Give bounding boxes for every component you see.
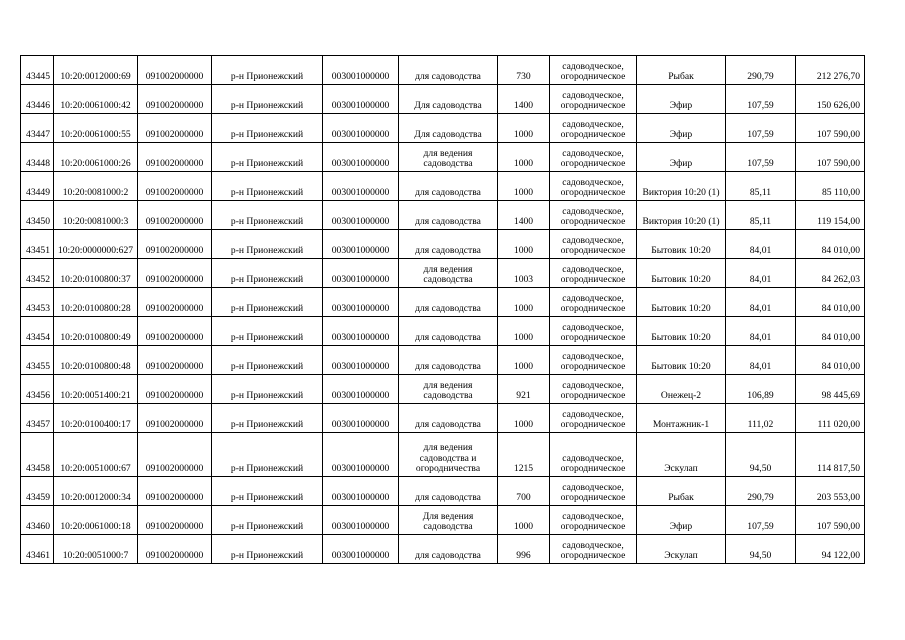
- specific-value-cell: 84,01: [726, 317, 796, 346]
- permitted-use-cell: [399, 172, 498, 201]
- use-group-cell: [550, 172, 637, 201]
- cadastral-number-cell: 10:20:0051000:7: [54, 535, 138, 564]
- area-cell: 1215: [498, 433, 550, 477]
- association-name-cell: Эфир: [637, 143, 726, 172]
- table-row: [21, 404, 865, 433]
- permitted-use-line: для садоводства: [415, 492, 481, 504]
- table-row: [21, 477, 865, 506]
- district-cell: р-н Прионежский: [212, 404, 323, 433]
- row-number-cell: 43456: [21, 375, 54, 404]
- use-group-line: садоводческое,: [562, 234, 624, 246]
- permitted-use-cell: [399, 143, 498, 172]
- category-code-cell: 003001000000: [323, 172, 399, 201]
- category-code-cell: 003001000000: [323, 535, 399, 564]
- cadastral-value-cell: 114 817,50: [796, 433, 865, 477]
- cadastral-number-cell: 10:20:0061000:42: [54, 85, 138, 114]
- permitted-use-cell: [399, 535, 498, 564]
- district-cell: р-н Прионежский: [212, 230, 323, 259]
- category-code-cell: 003001000000: [323, 259, 399, 288]
- district-cell: р-н Прионежский: [212, 85, 323, 114]
- row-number-cell: 43453: [21, 288, 54, 317]
- area-cell: 1000: [498, 172, 550, 201]
- cadastral-number-cell: 10:20:0000000:627: [54, 230, 138, 259]
- area-cell: 1000: [498, 114, 550, 143]
- specific-value-cell: 84,01: [726, 288, 796, 317]
- cadastral-value-cell: 203 553,00: [796, 477, 865, 506]
- use-group-line: огородническое: [560, 332, 626, 344]
- district-cell: р-н Прионежский: [212, 172, 323, 201]
- okato-code-cell: 091002000000: [138, 346, 212, 375]
- table-row: [21, 288, 865, 317]
- cadastral-number-cell: 10:20:0100400:17: [54, 404, 138, 433]
- category-code-cell: 003001000000: [323, 404, 399, 433]
- association-name-cell: Бытовик 10:20: [637, 259, 726, 288]
- category-code-cell: 003001000000: [323, 85, 399, 114]
- district-cell: р-н Прионежский: [212, 535, 323, 564]
- area-cell: 996: [498, 535, 550, 564]
- district-cell: р-н Прионежский: [212, 259, 323, 288]
- permitted-use-line: садоводства: [423, 158, 473, 170]
- specific-value-cell: 84,01: [726, 259, 796, 288]
- cadastral-number-cell: 10:20:0061000:55: [54, 114, 138, 143]
- row-number-cell: 43450: [21, 201, 54, 230]
- cadastral-number-cell: 10:20:0012000:69: [54, 56, 138, 85]
- use-group-line: огородническое: [560, 550, 626, 562]
- association-name-cell: Эфир: [637, 114, 726, 143]
- table-row: [21, 56, 865, 85]
- use-group-line: садоводческое,: [562, 510, 624, 522]
- okato-code-cell: 091002000000: [138, 259, 212, 288]
- specific-value-cell: 85,11: [726, 201, 796, 230]
- table-row: [21, 114, 865, 143]
- okato-code-cell: 091002000000: [138, 114, 212, 143]
- use-group-cell: [550, 114, 637, 143]
- okato-code-cell: 091002000000: [138, 201, 212, 230]
- use-group-line: огородническое: [560, 492, 626, 504]
- table-row: [21, 172, 865, 201]
- area-cell: 1000: [498, 230, 550, 259]
- use-group-cell: [550, 375, 637, 404]
- use-group-line: огородническое: [560, 245, 626, 257]
- district-cell: р-н Прионежский: [212, 375, 323, 404]
- cadastral-value-cell: 84 010,00: [796, 346, 865, 375]
- cadastral-value-cell: 84 262,03: [796, 259, 865, 288]
- district-cell: р-н Прионежский: [212, 56, 323, 85]
- use-group-cell: [550, 85, 637, 114]
- table-row: [21, 259, 865, 288]
- category-code-cell: 003001000000: [323, 317, 399, 346]
- table-row: [21, 230, 865, 259]
- row-number-cell: 43458: [21, 433, 54, 477]
- category-code-cell: 003001000000: [323, 143, 399, 172]
- specific-value-cell: 107,59: [726, 143, 796, 172]
- permitted-use-cell: [399, 375, 498, 404]
- permitted-use-line: для ведения: [423, 147, 473, 159]
- permitted-use-line: для садоводства: [415, 361, 481, 373]
- table-row: [21, 317, 865, 346]
- cadastral-number-cell: 10:20:0081000:2: [54, 172, 138, 201]
- permitted-use-line: для садоводства: [415, 550, 481, 562]
- use-group-line: садоводческое,: [562, 321, 624, 333]
- district-cell: р-н Прионежский: [212, 346, 323, 375]
- specific-value-cell: 107,59: [726, 114, 796, 143]
- area-cell: 1000: [498, 346, 550, 375]
- category-code-cell: 003001000000: [323, 230, 399, 259]
- permitted-use-cell: [399, 433, 498, 477]
- row-number-cell: 43445: [21, 56, 54, 85]
- association-name-cell: Эскулап: [637, 433, 726, 477]
- use-group-cell: [550, 346, 637, 375]
- specific-value-cell: 107,59: [726, 506, 796, 535]
- use-group-line: садоводческое,: [562, 408, 624, 420]
- table-body: [21, 56, 865, 564]
- association-name-cell: Онежец-2: [637, 375, 726, 404]
- okato-code-cell: 091002000000: [138, 85, 212, 114]
- category-code-cell: 003001000000: [323, 288, 399, 317]
- cadastral-number-cell: 10:20:0061000:26: [54, 143, 138, 172]
- permitted-use-cell: [399, 201, 498, 230]
- cadastral-number-cell: 10:20:0100800:48: [54, 346, 138, 375]
- category-code-cell: 003001000000: [323, 56, 399, 85]
- use-group-line: огородническое: [560, 100, 626, 112]
- use-group-line: садоводческое,: [562, 263, 624, 275]
- okato-code-cell: 091002000000: [138, 404, 212, 433]
- permitted-use-cell: [399, 404, 498, 433]
- association-name-cell: Эскулап: [637, 535, 726, 564]
- district-cell: р-н Прионежский: [212, 433, 323, 477]
- okato-code-cell: 091002000000: [138, 172, 212, 201]
- district-cell: р-н Прионежский: [212, 114, 323, 143]
- use-group-cell: [550, 506, 637, 535]
- permitted-use-line: для садоводства: [415, 71, 481, 83]
- use-group-line: садоводческое,: [562, 176, 624, 188]
- permitted-use-cell: [399, 477, 498, 506]
- use-group-cell: [550, 259, 637, 288]
- category-code-cell: 003001000000: [323, 375, 399, 404]
- cadastral-value-cell: 84 010,00: [796, 317, 865, 346]
- use-group-line: огородническое: [560, 129, 626, 141]
- use-group-cell: [550, 433, 637, 477]
- row-number-cell: 43457: [21, 404, 54, 433]
- association-name-cell: Монтажник-1: [637, 404, 726, 433]
- row-number-cell: 43448: [21, 143, 54, 172]
- permitted-use-cell: [399, 346, 498, 375]
- okato-code-cell: 091002000000: [138, 288, 212, 317]
- use-group-line: огородническое: [560, 463, 626, 475]
- cadastral-value-cell: 85 110,00: [796, 172, 865, 201]
- specific-value-cell: 94,50: [726, 535, 796, 564]
- permitted-use-line: для ведения: [423, 263, 473, 275]
- permitted-use-line: для садоводства: [415, 187, 481, 199]
- association-name-cell: Бытовик 10:20: [637, 230, 726, 259]
- use-group-line: огородническое: [560, 361, 626, 373]
- row-number-cell: 43460: [21, 506, 54, 535]
- area-cell: 700: [498, 477, 550, 506]
- association-name-cell: Виктория 10:20 (1): [637, 201, 726, 230]
- category-code-cell: 003001000000: [323, 346, 399, 375]
- association-name-cell: Бытовик 10:20: [637, 288, 726, 317]
- category-code-cell: 003001000000: [323, 506, 399, 535]
- specific-value-cell: 290,79: [726, 477, 796, 506]
- permitted-use-line: Для ведения: [422, 510, 474, 522]
- row-number-cell: 43451: [21, 230, 54, 259]
- permitted-use-line: для садоводства: [415, 332, 481, 344]
- permitted-use-line: для садоводства: [415, 216, 481, 228]
- use-group-cell: [550, 56, 637, 85]
- cadastral-number-cell: 10:20:0012000:34: [54, 477, 138, 506]
- use-group-line: садоводческое,: [562, 89, 624, 101]
- category-code-cell: 003001000000: [323, 201, 399, 230]
- area-cell: 730: [498, 56, 550, 85]
- cadastral-value-cell: 107 590,00: [796, 114, 865, 143]
- cadastral-value-cell: 107 590,00: [796, 143, 865, 172]
- row-number-cell: 43454: [21, 317, 54, 346]
- area-cell: 1000: [498, 143, 550, 172]
- district-cell: р-н Прионежский: [212, 201, 323, 230]
- specific-value-cell: 85,11: [726, 172, 796, 201]
- table-row: [21, 535, 865, 564]
- permitted-use-cell: [399, 506, 498, 535]
- district-cell: р-н Прионежский: [212, 143, 323, 172]
- cadastral-number-cell: 10:20:0100800:37: [54, 259, 138, 288]
- okato-code-cell: 091002000000: [138, 230, 212, 259]
- table-row: [21, 143, 865, 172]
- use-group-line: огородническое: [560, 303, 626, 315]
- cadastral-number-cell: 10:20:0081000:3: [54, 201, 138, 230]
- area-cell: 1000: [498, 506, 550, 535]
- category-code-cell: 003001000000: [323, 433, 399, 477]
- permitted-use-cell: [399, 114, 498, 143]
- cadastral-number-cell: 10:20:0100800:28: [54, 288, 138, 317]
- okato-code-cell: 091002000000: [138, 375, 212, 404]
- okato-code-cell: 091002000000: [138, 433, 212, 477]
- row-number-cell: 43447: [21, 114, 54, 143]
- permitted-use-cell: [399, 288, 498, 317]
- permitted-use-line: огородничества: [415, 463, 481, 475]
- okato-code-cell: 091002000000: [138, 535, 212, 564]
- permitted-use-cell: [399, 56, 498, 85]
- permitted-use-cell: [399, 259, 498, 288]
- use-group-cell: [550, 477, 637, 506]
- use-group-line: садоводческое,: [562, 379, 624, 391]
- use-group-line: садоводческое,: [562, 292, 624, 304]
- table-row: [21, 433, 865, 477]
- cadastral-value-cell: 94 122,00: [796, 535, 865, 564]
- area-cell: 1000: [498, 288, 550, 317]
- use-group-line: садоводческое,: [562, 60, 624, 72]
- use-group-cell: [550, 143, 637, 172]
- row-number-cell: 43459: [21, 477, 54, 506]
- use-group-line: садоводческое,: [562, 205, 624, 217]
- permitted-use-line: садоводства: [423, 521, 473, 533]
- area-cell: 1400: [498, 201, 550, 230]
- specific-value-cell: 290,79: [726, 56, 796, 85]
- district-cell: р-н Прионежский: [212, 317, 323, 346]
- area-cell: 1400: [498, 85, 550, 114]
- row-number-cell: 43455: [21, 346, 54, 375]
- permitted-use-line: для садоводства: [415, 303, 481, 315]
- permitted-use-cell: [399, 317, 498, 346]
- permitted-use-line: для садоводства: [415, 419, 481, 431]
- table-row: [21, 375, 865, 404]
- use-group-line: садоводческое,: [562, 118, 624, 130]
- use-group-line: огородническое: [560, 274, 626, 286]
- cadastral-value-cell: 107 590,00: [796, 506, 865, 535]
- okato-code-cell: 091002000000: [138, 56, 212, 85]
- permitted-use-line: Для садоводства: [414, 129, 482, 141]
- association-name-cell: Эфир: [637, 85, 726, 114]
- row-number-cell: 43449: [21, 172, 54, 201]
- table-row: [21, 85, 865, 114]
- use-group-cell: [550, 317, 637, 346]
- district-cell: р-н Прионежский: [212, 477, 323, 506]
- permitted-use-line: для садоводства: [415, 245, 481, 257]
- cadastral-value-cell: 84 010,00: [796, 288, 865, 317]
- use-group-line: садоводческое,: [562, 539, 624, 551]
- use-group-line: садоводческое,: [562, 481, 624, 493]
- use-group-cell: [550, 535, 637, 564]
- cadastral-number-cell: 10:20:0051400:21: [54, 375, 138, 404]
- use-group-cell: [550, 230, 637, 259]
- row-number-cell: 43461: [21, 535, 54, 564]
- association-name-cell: Виктория 10:20 (1): [637, 172, 726, 201]
- association-name-cell: Бытовик 10:20: [637, 346, 726, 375]
- association-name-cell: Эфир: [637, 506, 726, 535]
- table-row: [21, 346, 865, 375]
- permitted-use-line: для ведения: [423, 442, 473, 454]
- permitted-use-line: Для садоводства: [414, 100, 482, 112]
- category-code-cell: 003001000000: [323, 477, 399, 506]
- specific-value-cell: 84,01: [726, 230, 796, 259]
- permitted-use-cell: [399, 85, 498, 114]
- cadastral-value-cell: 119 154,00: [796, 201, 865, 230]
- district-cell: р-н Прионежский: [212, 506, 323, 535]
- use-group-cell: [550, 288, 637, 317]
- use-group-line: огородническое: [560, 390, 626, 402]
- permitted-use-line: для ведения: [423, 379, 473, 391]
- row-number-cell: 43452: [21, 259, 54, 288]
- association-name-cell: Рыбак: [637, 477, 726, 506]
- use-group-line: огородническое: [560, 419, 626, 431]
- permitted-use-line: садоводства и: [419, 452, 477, 464]
- table-row: [21, 506, 865, 535]
- area-cell: 1000: [498, 404, 550, 433]
- cadastral-value-cell: 84 010,00: [796, 230, 865, 259]
- cadastral-value-cell: 111 020,00: [796, 404, 865, 433]
- use-group-line: садоводческое,: [562, 350, 624, 362]
- use-group-line: огородническое: [560, 216, 626, 228]
- cadastral-value-cell: 98 445,69: [796, 375, 865, 404]
- table-row: [21, 201, 865, 230]
- area-cell: 1000: [498, 317, 550, 346]
- use-group-cell: [550, 404, 637, 433]
- use-group-cell: [550, 201, 637, 230]
- cadastral-value-cell: 212 276,70: [796, 56, 865, 85]
- okato-code-cell: 091002000000: [138, 317, 212, 346]
- permitted-use-line: садоводства: [423, 390, 473, 402]
- use-group-line: огородническое: [560, 71, 626, 83]
- cadastral-value-cell: 150 626,00: [796, 85, 865, 114]
- permitted-use-cell: [399, 230, 498, 259]
- cadastral-number-cell: 10:20:0051000:67: [54, 433, 138, 477]
- association-name-cell: Бытовик 10:20: [637, 317, 726, 346]
- specific-value-cell: 106,89: [726, 375, 796, 404]
- association-name-cell: Рыбак: [637, 56, 726, 85]
- use-group-line: огородническое: [560, 521, 626, 533]
- category-code-cell: 003001000000: [323, 114, 399, 143]
- cadastral-number-cell: 10:20:0100800:49: [54, 317, 138, 346]
- specific-value-cell: 107,59: [726, 85, 796, 114]
- okato-code-cell: 091002000000: [138, 506, 212, 535]
- use-group-line: садоводческое,: [562, 452, 624, 464]
- use-group-line: огородническое: [560, 158, 626, 170]
- permitted-use-line: садоводства: [423, 274, 473, 286]
- use-group-line: садоводческое,: [562, 147, 624, 159]
- row-number-cell: 43446: [21, 85, 54, 114]
- okato-code-cell: 091002000000: [138, 143, 212, 172]
- land-register-sheet: [20, 55, 864, 564]
- area-cell: 921: [498, 375, 550, 404]
- use-group-line: огородническое: [560, 187, 626, 199]
- specific-value-cell: 111,02: [726, 404, 796, 433]
- specific-value-cell: 94,50: [726, 433, 796, 477]
- land-register-table: [20, 55, 865, 564]
- specific-value-cell: 84,01: [726, 346, 796, 375]
- district-cell: р-н Прионежский: [212, 288, 323, 317]
- okato-code-cell: 091002000000: [138, 477, 212, 506]
- cadastral-number-cell: 10:20:0061000:18: [54, 506, 138, 535]
- area-cell: 1003: [498, 259, 550, 288]
